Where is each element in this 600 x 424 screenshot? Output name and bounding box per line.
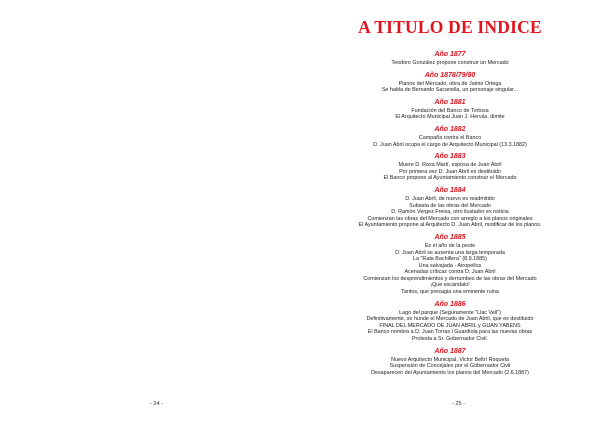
year-heading: Año 1886 <box>434 300 466 308</box>
index-entry: Tantos, que presagia una eminente ruina <box>401 289 499 296</box>
index-entry: ¡Que escándalo! <box>430 282 470 289</box>
index-entry: D. Juan Abril se ausenta una larga temporada <box>395 249 505 256</box>
index-entry: Comienzan los desprendimientos y derrumbes de las obras del Mercado <box>363 275 537 282</box>
index-entry: Comienzan las obras del Mercado con arreglo a los planos originales <box>367 215 533 222</box>
index-entry: El Ayuntamiento propone al Arquitecto D. Juan Abril, modificar de los planos. <box>358 222 542 229</box>
page-number-right: - 25 - <box>452 401 466 407</box>
year-heading: Año 1881 <box>434 98 466 106</box>
index-entry: Suspensión de Concejales por el Gobernador Civil <box>389 363 511 370</box>
index-entry: Es el año de la peste <box>424 242 476 249</box>
index-entry: D. Juan Abril, de nuevo es readmitido <box>405 195 495 202</box>
index-entry: Desaparecen del Ayuntamiento los planos del Mercado (2.6.1887) <box>371 369 529 376</box>
year-heading: Año 1885 <box>434 233 466 241</box>
index-list <box>300 50 600 380</box>
index-entry: Una salvajada - Atropellos <box>418 262 482 269</box>
year-heading: Año 1884 <box>434 186 466 194</box>
index-entry: El Banco nombra a D. Juan Torras i Guardiola para las nuevas obras <box>367 329 533 336</box>
year-heading: Año 1877 <box>434 51 466 58</box>
index-entry: Fundación del Banco de Tortosa <box>411 107 489 114</box>
index-entry: Se habla de Bernardo Sacanella, un personaje singular... <box>381 87 519 94</box>
index-entry: D. Juan Abril ocupa el cargo de Arquitecto Municipal (13.3.1882) <box>373 141 527 148</box>
index-entry: Planos del Mercado, obra de Jaime Ortega <box>398 80 502 87</box>
index-entry: Subasta de las obras del Mercado <box>409 202 491 209</box>
index-entry: Campaña contra el Banco <box>418 134 482 141</box>
index-entry: El Arquitecto Municipal Juan J. Hervás, dimite <box>395 114 505 121</box>
index-entry: El Banco propone al Ayuntamiento construir el Mercado <box>383 175 517 182</box>
index-entry: Acenadas críticas contra D. Juan Abril <box>404 269 496 276</box>
index-section <box>300 186 600 229</box>
index-entry: Definitivamente, se hunde el Mercado de Juan Abril, que es destituido <box>366 316 534 323</box>
index-entry: FINAL DEL MERCADO DE JUAN ABRIL y GUAN YABENS <box>379 322 521 329</box>
index-section <box>300 50 600 67</box>
year-heading: Año 1882 <box>434 125 466 133</box>
index-section <box>300 125 600 148</box>
right-page <box>300 0 600 424</box>
year-heading: Año 1883 <box>434 153 466 161</box>
index-entry: Muere D. Rosa Martí, esposa de Juan Abril <box>398 162 502 169</box>
page-number-left: - 24 - <box>150 401 164 407</box>
page-title: A TITULO DE INDICE <box>358 17 542 37</box>
index-section <box>300 71 600 94</box>
index-section <box>300 300 600 343</box>
index-section <box>300 98 600 121</box>
index-section <box>300 347 600 377</box>
year-heading: Año 1878/79/80 <box>424 71 476 79</box>
index-entry: Protesta a Sr. Gobernador Civil. <box>411 336 489 343</box>
index-entry: Lago del parque (Seguramente "Llac Vell") <box>399 309 501 316</box>
index-section <box>300 152 600 182</box>
index-entry: Teodoro González propone construir un Mercado <box>391 60 509 66</box>
index-entry: Nuevo Arquitecto Municipal, Victor Beltrí Roqueta <box>391 356 509 363</box>
year-heading: Año 1887 <box>434 347 466 355</box>
index-entry: Por primera vez D. Juan Abril es destituido <box>399 168 501 175</box>
index-entry: D. Ramón Vergez Freixa, otro ilustador ex noticia <box>391 209 509 216</box>
index-section <box>300 233 600 296</box>
index-entry: La "Rata Bachillera" (8.9.1885) <box>413 256 487 263</box>
